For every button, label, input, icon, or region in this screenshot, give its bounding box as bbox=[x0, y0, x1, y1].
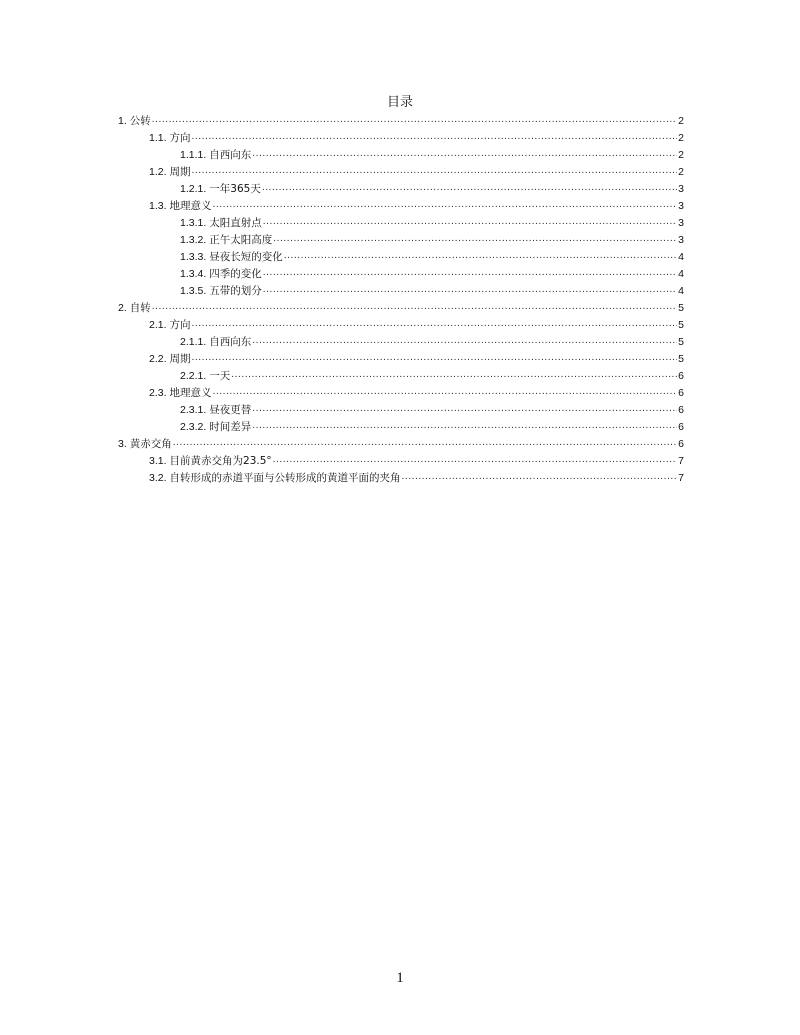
toc-entry-number: 1.3.1. bbox=[180, 217, 207, 229]
toc-entry-page: 2 bbox=[678, 166, 684, 178]
toc-entry-label bbox=[180, 402, 251, 419]
toc-dot-leader bbox=[402, 468, 678, 486]
toc-entry-number: 2.2. bbox=[149, 353, 167, 365]
toc-entry-text: 黄赤交角 bbox=[129, 438, 172, 450]
toc-entry-text: 周期 bbox=[169, 166, 191, 178]
toc-entry-text: 方向 bbox=[169, 319, 191, 331]
toc-entry-label bbox=[118, 113, 151, 130]
toc-entry-page: 6 bbox=[678, 387, 684, 399]
toc-dot-leader bbox=[252, 417, 677, 435]
toc-dot-leader bbox=[252, 400, 677, 418]
toc-entry-label bbox=[180, 266, 262, 283]
page-number: 1 bbox=[396, 970, 404, 986]
toc-entry-number: 1.1. bbox=[149, 132, 167, 144]
toc-entry-number: 2.3.1. bbox=[180, 404, 207, 416]
toc-entry-number: 1.3.5. bbox=[180, 285, 207, 297]
toc-entry-label bbox=[149, 385, 212, 402]
toc-dot-leader bbox=[231, 366, 677, 384]
toc-entry-text: 时间差异 bbox=[209, 421, 252, 433]
toc-entry-text: 自转 bbox=[129, 302, 151, 314]
toc-entry-text: 目前黄赤交角为23.5° bbox=[169, 455, 272, 467]
toc-entry-label bbox=[149, 130, 191, 147]
toc-entry-number: 1.2. bbox=[149, 166, 167, 178]
toc-dot-leader bbox=[192, 315, 678, 333]
toc-dot-leader bbox=[152, 111, 677, 129]
toc-dot-leader bbox=[263, 264, 677, 282]
toc-entry-text: 太阳直射点 bbox=[209, 217, 262, 229]
toc-entry-text: 自西向东 bbox=[209, 336, 252, 348]
toc-dot-leader bbox=[263, 281, 677, 299]
toc-dot-leader bbox=[213, 196, 678, 214]
toc-entry-number: 1.3.4. bbox=[180, 268, 207, 280]
toc-entry-number: 1.2.1. bbox=[180, 183, 207, 195]
toc-entry-label bbox=[149, 317, 191, 334]
toc-dot-leader bbox=[262, 179, 677, 197]
toc-entry-page: 2 bbox=[678, 149, 684, 161]
toc-entry-page: 2 bbox=[678, 115, 684, 127]
toc-entry-page: 7 bbox=[678, 472, 684, 484]
toc-entry-page: 3 bbox=[678, 183, 684, 195]
toc-entry-label bbox=[149, 198, 212, 215]
toc-dot-leader bbox=[273, 451, 678, 469]
toc-entry-number: 2.2.1. bbox=[180, 370, 207, 382]
toc-entry-label bbox=[118, 300, 151, 317]
toc-dot-leader bbox=[263, 213, 677, 231]
toc-entry-page: 4 bbox=[678, 285, 684, 297]
toc-dot-leader bbox=[192, 128, 678, 146]
toc-entry-number: 2.1.1. bbox=[180, 336, 207, 348]
toc-entry-page: 5 bbox=[678, 336, 684, 348]
toc-entry-label bbox=[149, 164, 191, 181]
toc-entry-label bbox=[118, 436, 172, 453]
toc-entry-label bbox=[149, 453, 272, 470]
toc-dot-leader bbox=[273, 230, 677, 248]
toc-entry-text: 昼夜长短的变化 bbox=[209, 251, 283, 263]
toc-entry-text: 公转 bbox=[129, 115, 151, 127]
toc-entry[interactable] bbox=[118, 470, 684, 487]
toc-entry-number: 2. bbox=[118, 302, 127, 314]
toc-entry-number: 1. bbox=[118, 115, 127, 127]
toc-entry-page: 6 bbox=[678, 370, 684, 382]
toc-entry-page: 3 bbox=[678, 200, 684, 212]
toc-dot-leader bbox=[284, 247, 677, 265]
toc-entry-page: 6 bbox=[678, 438, 684, 450]
toc-entry-number: 3.1. bbox=[149, 455, 167, 467]
toc-entry-text: 地理意义 bbox=[169, 387, 212, 399]
toc-entry-page: 5 bbox=[678, 319, 684, 331]
toc-dot-leader bbox=[252, 145, 677, 163]
toc-dot-leader bbox=[152, 298, 677, 316]
toc-entry-page: 7 bbox=[678, 455, 684, 467]
toc-dot-leader bbox=[252, 332, 677, 350]
toc-entry-page: 2 bbox=[678, 132, 684, 144]
toc-entry-page: 4 bbox=[678, 251, 684, 263]
toc-entry-text: 一天 bbox=[209, 370, 231, 382]
toc-entry-text: 周期 bbox=[169, 353, 191, 365]
toc-entry-page: 6 bbox=[678, 421, 684, 433]
toc-entry-label bbox=[180, 232, 272, 249]
toc-dot-leader bbox=[173, 434, 677, 452]
toc-entry-text: 五带的划分 bbox=[209, 285, 262, 297]
toc-entry-page: 5 bbox=[678, 353, 684, 365]
toc-entry-label bbox=[149, 470, 401, 487]
toc-entry-page: 5 bbox=[678, 302, 684, 314]
toc-entry-number: 2.3. bbox=[149, 387, 167, 399]
toc-entry-page: 3 bbox=[678, 217, 684, 229]
toc-entry-page: 6 bbox=[678, 404, 684, 416]
toc-entry-number: 2.3.2. bbox=[180, 421, 207, 433]
toc-entry-number: 3.2. bbox=[149, 472, 167, 484]
toc-entry-number: 1.3. bbox=[149, 200, 167, 212]
toc-entry-label bbox=[149, 351, 191, 368]
toc-title: 目录 bbox=[386, 95, 413, 110]
toc-entry-number: 1.3.3. bbox=[180, 251, 207, 263]
toc-entry-text: 地理意义 bbox=[169, 200, 212, 212]
toc-entry-text: 自西向东 bbox=[209, 149, 252, 161]
toc-entry-text: 方向 bbox=[169, 132, 191, 144]
toc-entry-number: 1.1.1. bbox=[180, 149, 207, 161]
toc-entry-text: 四季的变化 bbox=[209, 268, 262, 280]
toc-dot-leader bbox=[192, 162, 678, 180]
toc-entry-number: 3. bbox=[118, 438, 127, 450]
toc-dot-leader bbox=[213, 383, 678, 401]
toc-entry-page: 4 bbox=[678, 268, 684, 280]
toc-dot-leader bbox=[192, 349, 678, 367]
toc-entry-label bbox=[180, 215, 262, 232]
toc-entry-number: 2.1. bbox=[149, 319, 167, 331]
toc-entry-number: 1.3.2. bbox=[180, 234, 207, 246]
toc-entry-page: 3 bbox=[678, 234, 684, 246]
toc-entry-text: 昼夜更替 bbox=[209, 404, 252, 416]
toc-entry-text: 自转形成的赤道平面与公转形成的黄道平面的夹角 bbox=[169, 472, 401, 484]
table-of-contents bbox=[118, 113, 684, 487]
toc-entry-text: 一年365天 bbox=[209, 183, 261, 195]
toc-entry-text: 正午太阳高度 bbox=[209, 234, 273, 246]
